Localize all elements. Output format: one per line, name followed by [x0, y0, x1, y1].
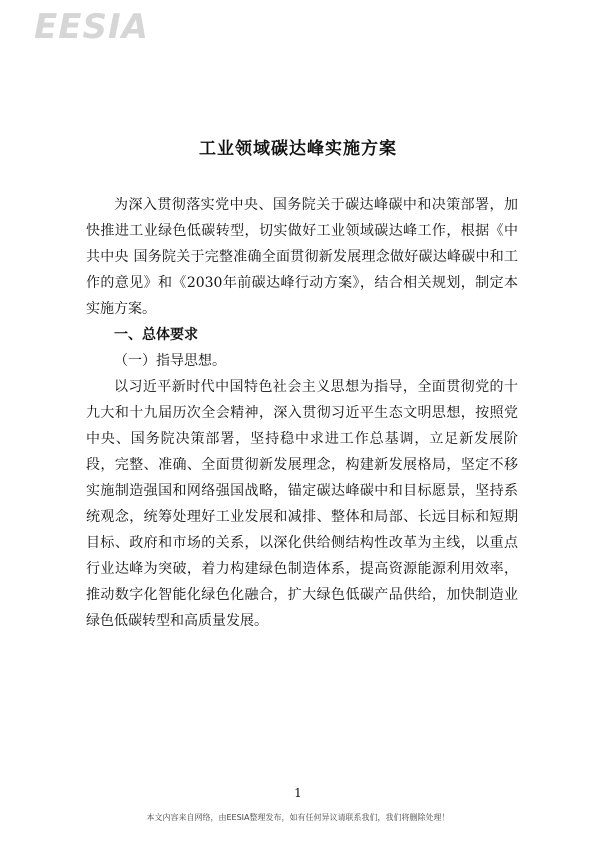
intro-paragraph: 为深入贯彻落实党中央、国务院关于碳达峰碳中和决策部署，加快推进工业绿色低碳转型，切实做好工业领域碳达峰工作，根据《中共中央 国务院关于完整准确全面贯彻新发展理念做好碳达峰碳中和工作的意见》和《2030年前碳达峰行动方案》，结合相关规划，制定本实施方案。 — [86, 197, 518, 317]
document-title: 工业领域碳达峰实施方案 — [199, 139, 397, 159]
footer-disclaimer: 本文内容来自网络，由EESIA整理发布，如有任何异议请联系我们，我们将删除处理！ — [146, 813, 450, 822]
section-heading-general-requirements: 一、总体要求 — [114, 327, 198, 343]
eesia-logo: EESIA — [34, 7, 149, 47]
subsection-heading-guiding-thought: （一）指导思想。 — [114, 353, 226, 369]
page-number: 1 — [294, 786, 302, 800]
document-body — [86, 192, 518, 634]
guiding-thought-paragraph: 以习近平新时代中国特色社会主义思想为指导，全面贯彻党的十九大和十九届历次全会精神，深入贯彻习近平生态文明思想，按照党中央、国务院决策部署，坚持稳中求进工作总基调，立足新发展阶段，完整、准确、全面贯彻新发展理念，构建新发展格局，坚定不移实施制造强国和网络强国战略，锚定碳达峰碳中和目标愿景，坚持系统观念，统筹处理好工业发展和减排、整体和局部、长远目标和短期目标、政府和市场的关系，以深化供给侧结构性改革为主线，以重点行业达峰为突破，着力构建绿色制造体系，提高资源能源利用效率，推动数字化智能化绿色化融合，扩大绿色低碳产品供给，加快制造业绿色低碳转型和高质量发展。 — [86, 379, 518, 629]
